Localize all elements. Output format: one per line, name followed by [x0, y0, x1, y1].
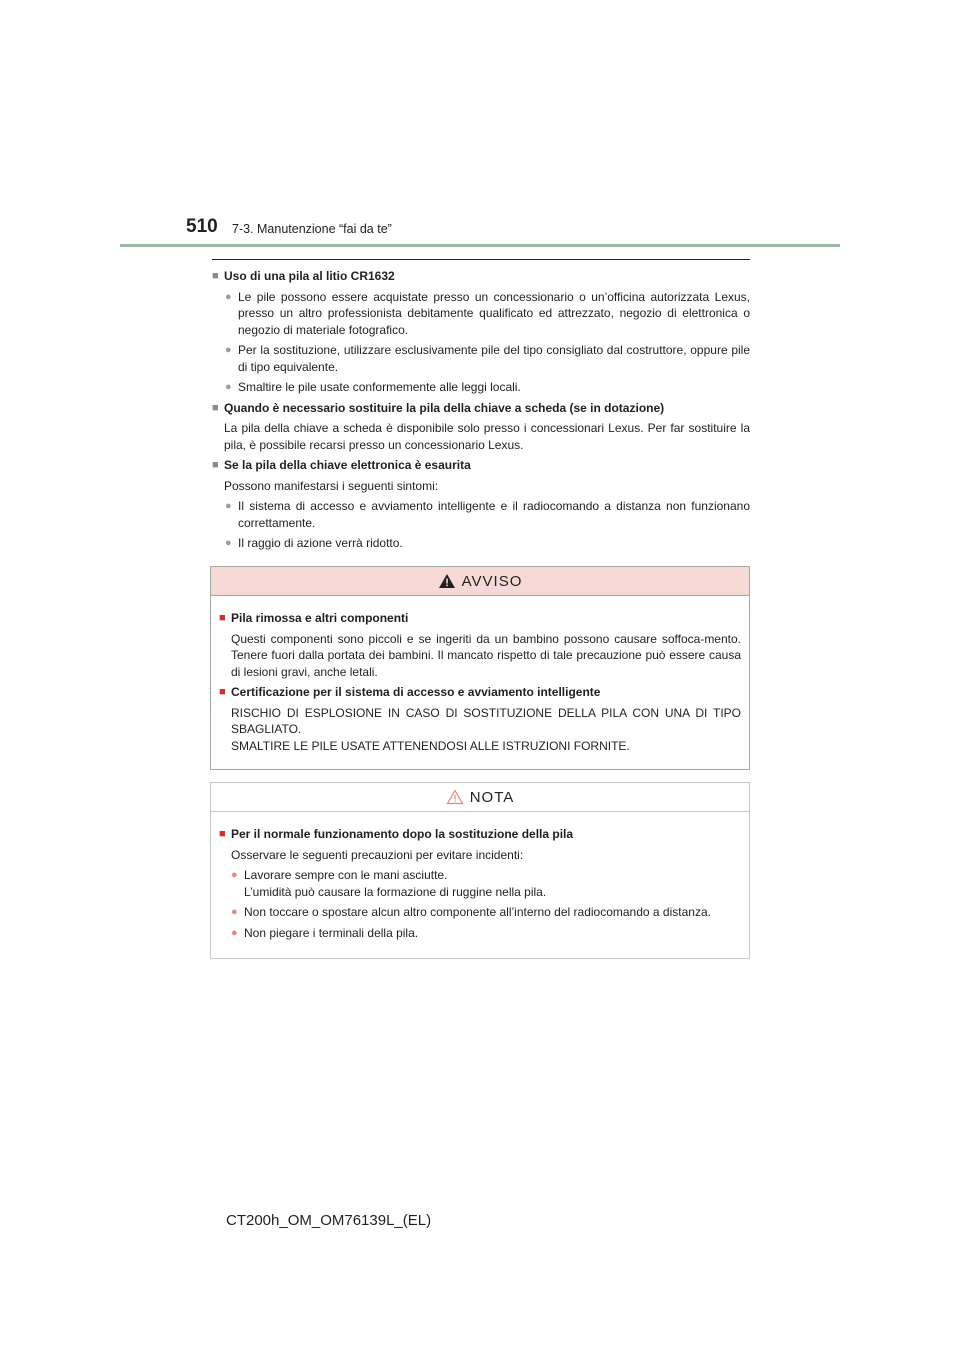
footer-code: CT200h_OM_OM76139L_(EL) — [226, 1212, 432, 1229]
circle-bullet-icon: ● — [225, 537, 232, 549]
square-bullet-icon: ■ — [212, 401, 219, 414]
section-heading: ■ Se la pila della chiave elettronica è esaurita — [212, 458, 471, 472]
header-divider — [120, 244, 840, 247]
content-top-divider — [212, 259, 750, 260]
caution-triangle-icon — [446, 789, 464, 805]
square-bullet-icon: ■ — [219, 828, 226, 840]
note-heading: ■ Per il normale funzionamento dopo la sostituzione della pila — [219, 827, 574, 841]
warning-header — [211, 567, 749, 596]
paragraph: Questi componenti sono piccoli e se ingeriti da un bambino possono causare soffoca-mento. Tenere fuori dalla portata dei bambini. Il mancato rispetto di tale precauzione può essere causa di lesioni gravi, anche letali. — [231, 631, 741, 679]
list-item: ● Non piegare i terminali della pila. — [231, 925, 419, 940]
list-item: ● Non toccare o spostare alcun altro componente all’interno del radiocomando a distanza. — [231, 905, 711, 919]
list-item: ● Per la sostituzione, utilizzare esclusivamente pile del tipo consigliato dal costruttore, oppure pile di tipo equivalente. — [225, 343, 750, 374]
list-item: ● Smaltire le pile usate conformemente alle leggi locali. — [225, 380, 521, 394]
list-item: ● Il raggio di azione verrà ridotto. — [225, 536, 403, 550]
page-header — [0, 214, 960, 248]
note-box — [210, 782, 750, 959]
circle-bullet-icon: ● — [225, 344, 232, 356]
warning-triangle-icon — [438, 573, 456, 589]
note-header — [211, 783, 749, 812]
list-item: ● Le pile possono essere acquistate presso un concessionario o un’officina autorizzata Lexus, presso un altro professionista debitamente qualificato ed attrezzato, negozio di elettronica o negozio di materiale fotografico. — [225, 289, 750, 337]
warning-box — [210, 566, 750, 770]
page-number: 510 — [186, 216, 218, 237]
warning-title: AVVISO — [461, 572, 523, 590]
warning-heading: ■ Certificazione per il sistema di accesso e avviamento intelligente — [219, 685, 601, 699]
note-title: NOTA — [469, 788, 515, 806]
paragraph: Possono manifestarsi i seguenti sintomi: — [224, 478, 439, 493]
list-item: ● Il sistema di accesso e avviamento intelligente e il radiocomando a distanza non funzionano correttamente. — [225, 499, 750, 530]
list-item: ● Lavorare sempre con le mani asciutte. L’umidità può causare la formazione di ruggine nella pila. — [231, 868, 547, 899]
circle-bullet-icon: ● — [225, 500, 232, 512]
section-heading: ■ Uso di una pila al litio CR1632 — [212, 269, 395, 283]
note-body — [211, 812, 749, 941]
main-content — [212, 268, 750, 556]
square-bullet-icon: ■ — [212, 270, 219, 282]
paragraph: RISCHIO DI ESPLOSIONE IN CASO DI SOSTITUZIONE DELLA PILA CON UNA DI TIPO SBAGLIATO. — [231, 705, 741, 736]
paragraph: La pila della chiave a scheda è disponibile solo presso i concessionari Lexus. Per far sostituire la pila, è possibile recarsi presso un concessionario Lexus. — [224, 421, 750, 452]
square-bullet-icon: ■ — [212, 459, 219, 471]
circle-bullet-icon: ● — [231, 906, 238, 918]
section-title: 7-3. Manutenzione “fai da te” — [232, 222, 392, 236]
paragraph: Osservare le seguenti precauzioni per evitare incidenti: — [231, 847, 524, 862]
circle-bullet-icon: ● — [225, 381, 232, 393]
circle-bullet-icon: ● — [231, 869, 238, 881]
warning-body — [211, 596, 749, 754]
section-heading: ■ Quando è necessario sostituire la pila della chiave a scheda (se in dotazione) — [212, 400, 665, 415]
square-bullet-icon: ■ — [219, 686, 226, 698]
circle-bullet-icon: ● — [231, 926, 238, 939]
warning-heading: ■ Pila rimossa e altri componenti — [219, 611, 409, 625]
square-bullet-icon: ■ — [219, 612, 226, 624]
paragraph: SMALTIRE LE PILE USATE ATTENENDOSI ALLE ISTRUZIONI FORNITE. — [231, 738, 630, 753]
circle-bullet-icon: ● — [225, 290, 232, 303]
